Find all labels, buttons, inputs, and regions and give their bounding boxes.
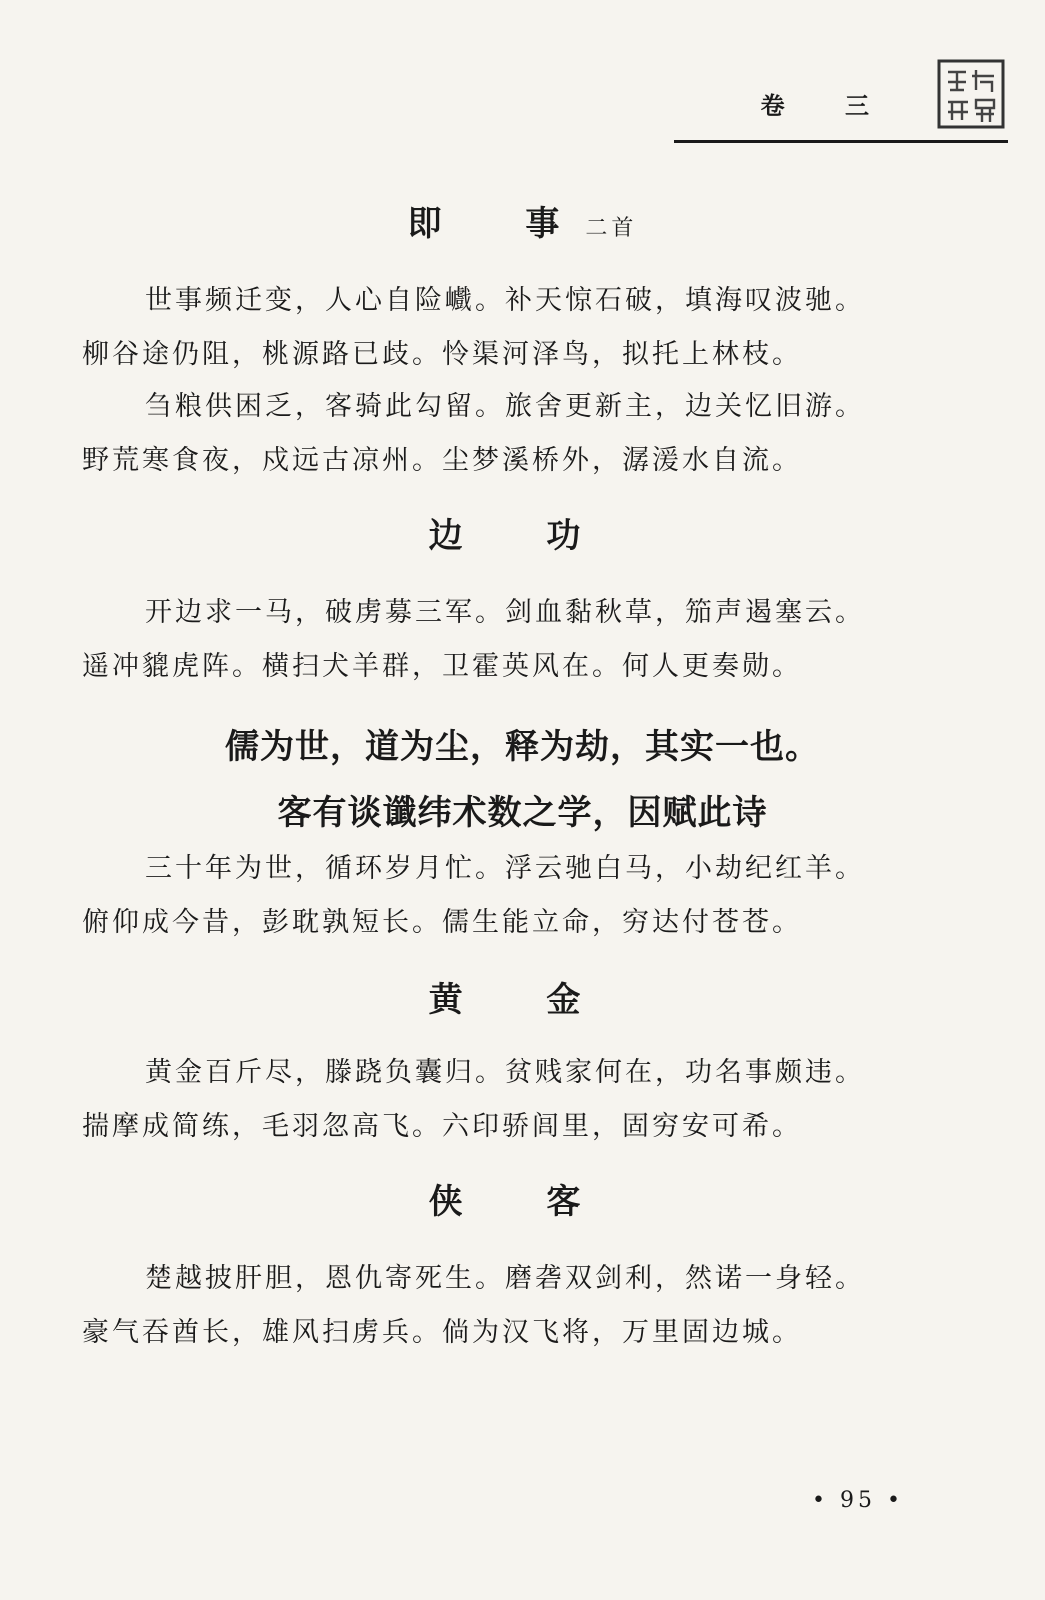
poem-title-line: 儒为世，道为尘，释为劫，其实一也。: [225, 727, 820, 767]
poem-line: 遥冲貔虎阵。横扫犬羊群，卫霍英风在。何人更奏勋。: [82, 651, 802, 682]
poem-line: 俯仰成今昔，彭耽孰短长。儒生能立命，穷达付苍苍。: [82, 907, 802, 938]
running-header: 卷 三: [760, 91, 895, 120]
page-number: • 95 •: [812, 1488, 904, 1513]
poem-title-text: 即 事: [407, 204, 596, 244]
poem-title-huangjin: 黄 金: [428, 980, 617, 1020]
seal-stamp-icon: [936, 58, 1006, 130]
poem-line: 黄金百斤尽，滕跷负囊归。贫贱家何在，功名事颇违。: [145, 1057, 865, 1088]
poem-line: 楚越披肝胆，恩仇寄死生。磨砻双剑利，然诺一身轻。: [145, 1263, 865, 1294]
poem-line: 豪气吞酋长，雄风扫虏兵。倘为汉飞将，万里固边城。: [82, 1317, 802, 1348]
poem-title-xiake: 侠 客: [428, 1182, 617, 1222]
poem-line: 揣摩成简练，毛羽忽高飞。六印骄闾里，固穷安可希。: [82, 1111, 802, 1142]
poem-title-biangong: 边 功: [428, 516, 617, 556]
header-rule: [674, 140, 1008, 143]
poem-line: 三十年为世，循环岁月忙。浮云驰白马，小劫纪红羊。: [145, 853, 865, 884]
poem-title-line: 客有谈谶纬术数之学，因赋此诗: [277, 793, 768, 833]
poem-title-long: [0, 714, 1045, 846]
poem-line: 世事频迁变，人心自险巇。补天惊石破，填海叹波驰。: [145, 285, 865, 316]
poem-line: 开边求一马，破虏募三军。剑血黏秋草，笳声遏塞云。: [145, 597, 865, 628]
poem-line: 野荒寒食夜，戍远古凉州。尘梦溪桥外，潺湲水自流。: [82, 445, 802, 476]
poem-subtitle: 二首: [585, 216, 638, 241]
poem-line: 刍粮供困乏，客骑此勾留。旅舍更新主，边关忆旧游。: [145, 391, 865, 422]
poem-line: 柳谷途仍阻，桃源路已歧。怜渠河泽鸟，拟托上林枝。: [82, 339, 802, 370]
poem-title-jishi: [0, 196, 1045, 245]
